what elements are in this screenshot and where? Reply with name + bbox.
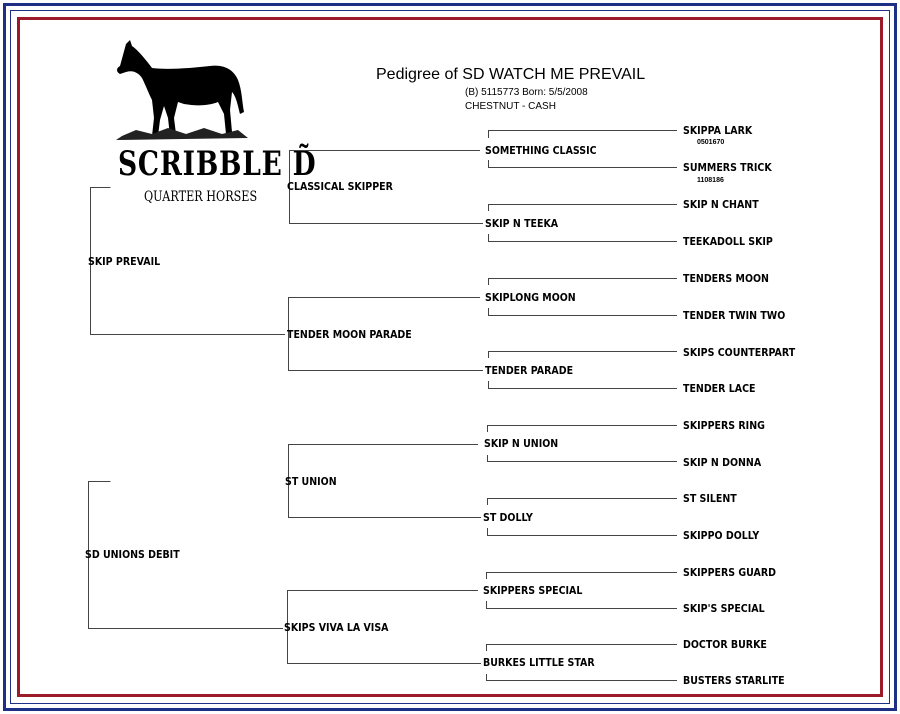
gen2-dam-sire: ST UNION: [285, 475, 337, 488]
reg-number-skippa-lark: 0501670: [697, 139, 725, 146]
gen4-4: TEEKADOLL SKIP: [683, 235, 773, 248]
gen3-1: SOMETHING CLASSIC: [485, 144, 597, 157]
color-line: CHESTNUT - CASH: [465, 101, 556, 112]
gen4-14: SKIP'S SPECIAL: [683, 602, 765, 615]
gen3-3: SKIPLONG MOON: [485, 291, 576, 304]
gen2-dam-dam: SKIPS VIVA LA VISA: [284, 621, 389, 634]
gen4-11: ST SILENT: [683, 492, 737, 505]
registration-line: (B) 5115773 Born: 5/5/2008: [465, 87, 588, 98]
gen4-8: TENDER LACE: [683, 382, 756, 395]
gen3-6: ST DOLLY: [483, 511, 533, 524]
gen4-15: DOCTOR BURKE: [683, 638, 767, 651]
logo-wordmark: SCRIBBLE D̃: [118, 144, 317, 184]
gen4-6: TENDER TWIN TWO: [683, 309, 786, 322]
gen2-sire-dam: TENDER MOON PARADE: [287, 328, 412, 341]
gen4-13: SKIPPERS GUARD: [683, 566, 777, 579]
logo-subtitle: QUARTER HORSES: [144, 189, 258, 205]
dam-name: SD UNIONS DEBIT: [85, 548, 180, 561]
gen3-5: SKIP N UNION: [484, 437, 559, 450]
gen3-8: BURKES LITTLE STAR: [483, 656, 595, 669]
gen4-3: SKIP N CHANT: [683, 198, 759, 211]
gen4-9: SKIPPERS RING: [683, 419, 765, 432]
gen4-2: SUMMERS TRICK: [683, 161, 772, 174]
gen4-16: BUSTERS STARLITE: [683, 674, 785, 687]
gen3-4: TENDER PARADE: [485, 364, 574, 377]
gen4-10: SKIP N DONNA: [683, 456, 762, 469]
gen4-5: TENDERS MOON: [683, 272, 769, 285]
sire-name: SKIP PREVAIL: [88, 255, 161, 268]
gen4-12: SKIPPO DOLLY: [683, 529, 760, 542]
reg-number-summers-trick: 1108186: [697, 177, 724, 184]
gen3-2: SKIP N TEEKA: [485, 217, 559, 230]
gen4-7: SKIPS COUNTERPART: [683, 346, 796, 359]
gen3-7: SKIPPERS SPECIAL: [483, 584, 583, 597]
page-title: Pedigree of SD WATCH ME PREVAIL: [376, 66, 646, 83]
gen4-1: SKIPPA LARK: [683, 124, 753, 137]
gen2-sire-sire: CLASSICAL SKIPPER: [287, 180, 393, 193]
